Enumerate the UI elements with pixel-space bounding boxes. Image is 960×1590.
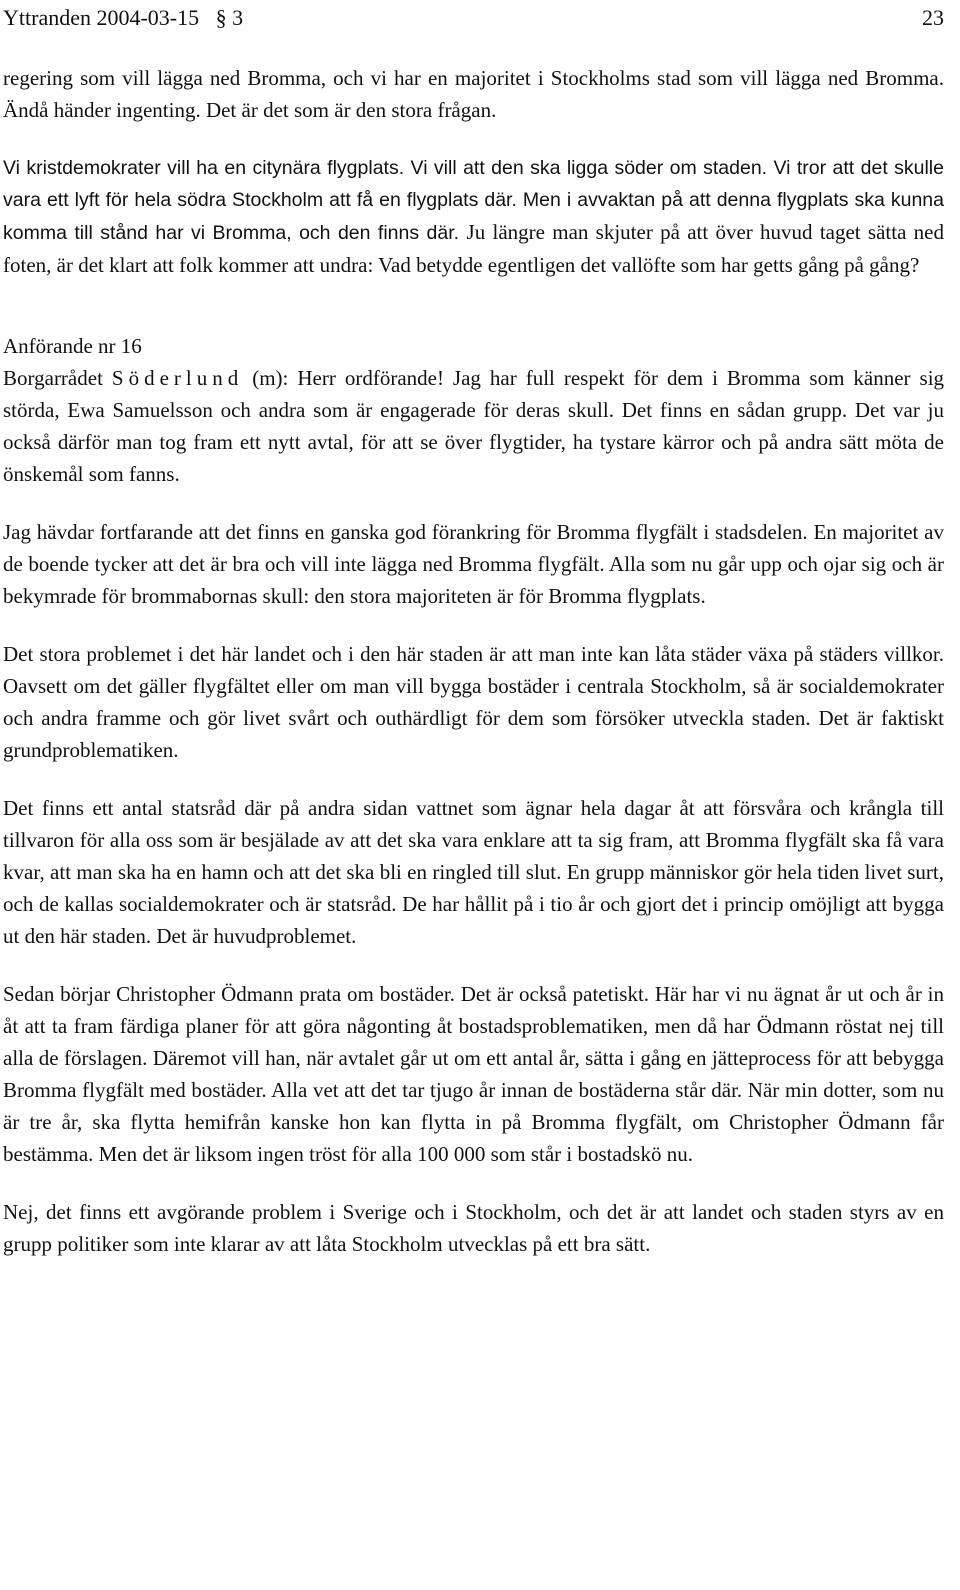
speaker-name: Söderlund: [111, 366, 244, 390]
paragraph: Det finns ett antal statsråd där på andra sidan vattnet som ägnar hela dagar åt att försvåra och krångla till tillvaron för alla oss som är besjälade av att det ska vara enklare att ta sig fram, att Bromma flygfält ska få vara kvar, att man ska ha en hamn och att det ska bli en ringled till slut. En grupp människor gör hela tiden livet surt, och de kallas socialdemokrater och är statsråd. De har hållit på i tio år och gjort det i princip omöjligt att bygga ut den här staden. Det är huvudproblemet.: [3, 796, 944, 948]
speech-heading: Anförande nr 16: [3, 334, 142, 358]
paragraph: [3, 152, 944, 282]
document-body: [3, 62, 944, 1286]
paragraph-part: Ju längre man skjuter på att över huvud taget sätta ned foten, är det klart att folk kommer att undra: Vad betydde egentligen det vallöfte som har getts gång på gång?: [3, 220, 944, 277]
paragraph: Jag hävdar fortfarande att det finns en ganska god förankring för Bromma flygfält i stadsdelen. En majoritet av de boende tycker att det är bra och vill inte lägga ned Bromma flygfält. Alla som nu går upp och ojar sig och är bekymrade för brommabornas skull: den stora majoriteten är för Bromma flygplats.: [3, 520, 944, 608]
header-title: Yttranden 2004-03-15 § 3: [3, 5, 244, 30]
paragraph-text: (m): Herr ordförande! Jag har full respekt för dem i Bromma som känner sig störda, Ewa Samuelsson och andra som är engagerade för deras skull. Det finns en sådan grupp. Det var ju också därför man tog fram ett nytt avtal, för att se över flygtider, ha tystare kärror och på andra sätt möta de önskemål som fanns.: [3, 366, 945, 486]
paragraph: Nej, det finns ett avgörande problem i Sverige och i Stockholm, och det är att landet och staden styrs av en grupp politiker som inte klarar av att låta Stockholm utvecklas på ett bra sätt.: [3, 1200, 944, 1256]
paragraph: regering som vill lägga ned Bromma, och vi har en majoritet i Stockholms stad som vill lägga ned Bromma. Ändå händer ingenting. Det är det som är den stora frågan.: [3, 66, 944, 122]
paragraph: Sedan börjar Christopher Ödmann prata om bostäder. Det är också patetiskt. Här har vi nu ägnat år ut och år in åt att ta fram färdiga planer för att göra någonting åt bostadsproblematiken, men då har Ödmann röstat nej till alla de förslagen. Däremot vill han, när avtalet går ut om ett antal år, sätta i gång en jätteprocess för att bebygga Bromma flygfält med bostäder. Alla vet att det tar tjugo år innan de bostäderna står där. När min dotter, som nu är tre år, ska flytta hemifrån kanske hon kan flytta in på Bromma flygfält, om Christopher Ödmann får bestämma. Men det är liksom ingen tröst för alla 100 000 som står i bostadskö nu.: [3, 982, 944, 1166]
page-number: 23: [922, 5, 944, 30]
speaker-title: Borgarrådet: [3, 366, 103, 390]
page-header: [3, 2, 944, 36]
paragraph: [3, 362, 944, 490]
paragraph: Det stora problemet i det här landet och i den här staden är att man inte kan låta städer växa på städers villkor. Oavsett om det gäller flygfältet eller om man vill bygga bostäder i centrala Stockholm, så är socialdemokrater och andra framme och gör livet svårt och outhärdligt för dem som försöker utveckla staden. Det är faktiskt grundproblematiken.: [3, 642, 944, 762]
paragraph-part: Vi kristdemokrater vill ha en citynära flygplats. Vi vill att den ska ligga söder om staden. Vi tror att det skulle vara ett lyft för hela södra Stockholm att få en flygplats där. Men i avvaktan på att denna flygplats ska kunna komma till stånd har vi Bromma, och den finns där.: [3, 157, 944, 244]
